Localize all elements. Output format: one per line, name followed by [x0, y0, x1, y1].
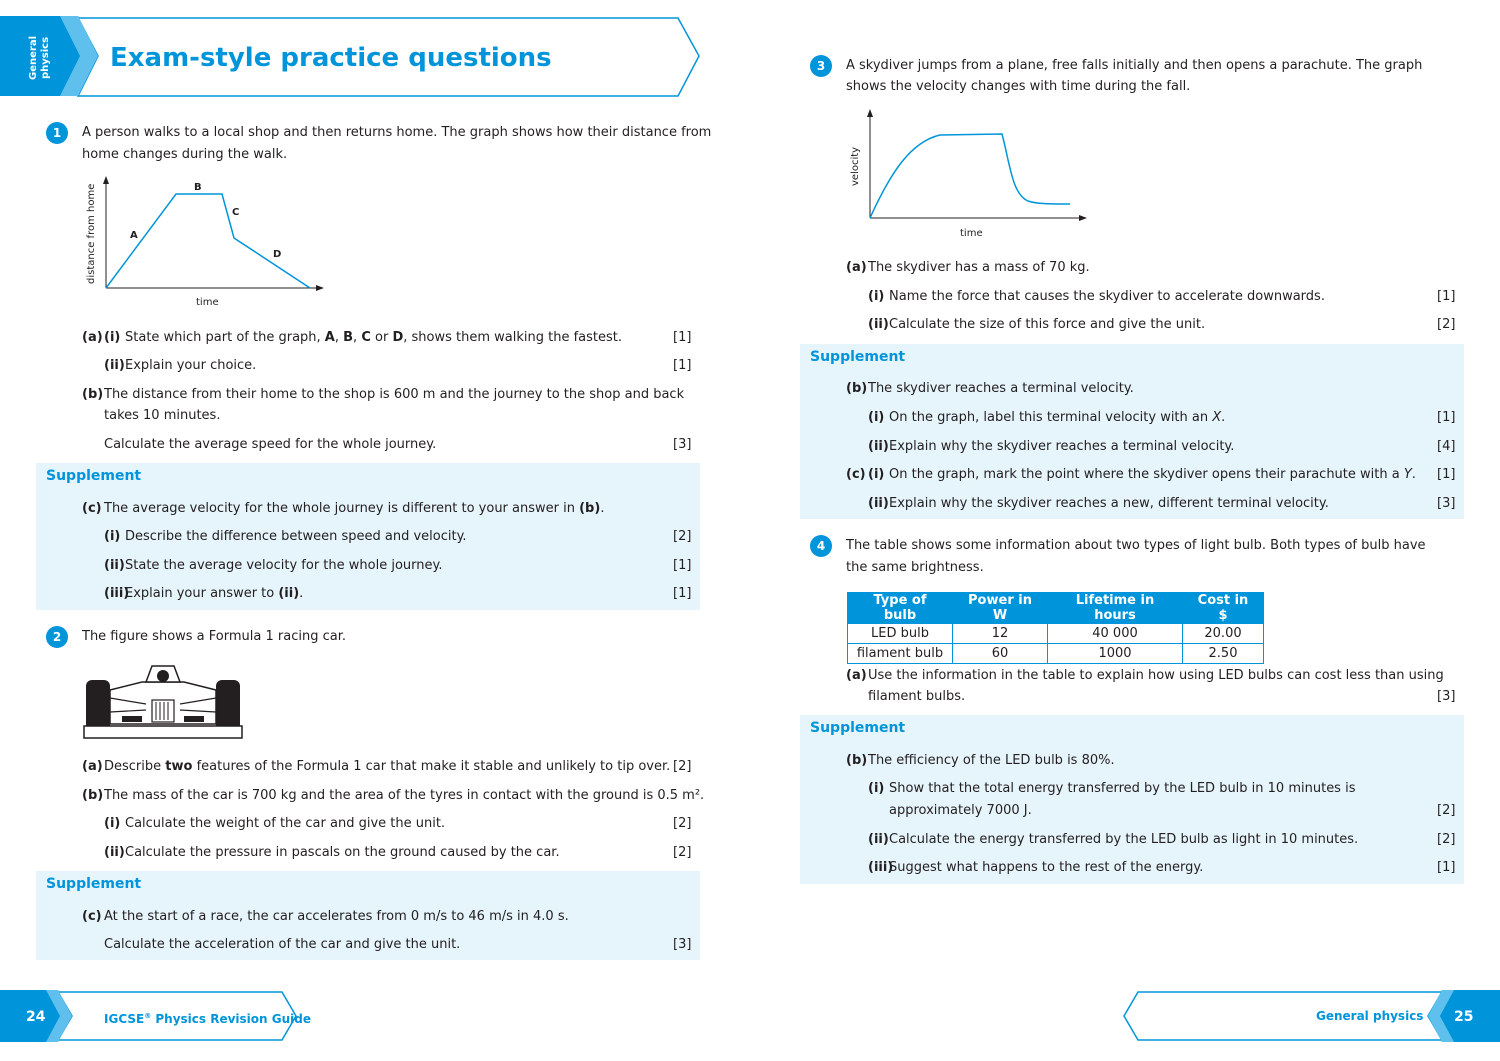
- q2-b-ii-text: Calculate the pressure in pascals on the ground caused by the car.: [125, 845, 560, 860]
- q3-a-i-label: (i): [868, 289, 885, 304]
- q1-c-text: The average velocity for the whole journey is different to your answer in (b).: [104, 501, 605, 516]
- q3-b-ii-mark: [4]: [1437, 439, 1456, 454]
- table-cell: 1000: [1048, 644, 1183, 664]
- q1-b-label: (b): [82, 387, 104, 402]
- q1-c-iii-mark: [1]: [673, 586, 692, 601]
- q4-b-i-line1: Show that the total energy transferred by the LED bulb in 10 minutes is: [889, 781, 1356, 796]
- q1-a-ii-text: Explain your choice.: [125, 358, 257, 373]
- table-cell: 40 000: [1048, 624, 1183, 644]
- q1-intro-line1: A person walks to a local shop and then returns home. The graph shows how their distance from: [82, 125, 712, 140]
- table-header-cell: Lifetime in hours: [1048, 593, 1183, 624]
- q1-a-i-label: (i): [104, 330, 121, 345]
- q4-a-line2: filament bulbs.: [868, 689, 966, 704]
- q4-b-i-line2: approximately 7000 J.: [889, 803, 1032, 818]
- q2-intro: The figure shows a Formula 1 racing car.: [82, 629, 346, 644]
- q3-xlabel: time: [960, 228, 983, 239]
- q2-b-label: (b): [82, 788, 104, 803]
- q3-b-i-label: (i): [868, 410, 885, 425]
- side-tab-label: [28, 36, 60, 80]
- table-header-row: [848, 593, 1264, 624]
- table-cell: 12: [953, 624, 1048, 644]
- q3-a-i-text: Name the force that causes the skydiver to accelerate downwards.: [889, 289, 1325, 304]
- q3-b-ii-label: (ii): [868, 439, 889, 454]
- q1-a-i-mark: [1]: [673, 330, 692, 345]
- q3-c-label: (c): [846, 467, 866, 482]
- question-2-number: 2: [46, 626, 68, 648]
- q4-a-label: (a): [846, 668, 867, 683]
- table-row: [848, 624, 1264, 644]
- q2-b-i-text: Calculate the weight of the car and give the unit.: [125, 816, 446, 831]
- q4-b-i-mark: [2]: [1437, 803, 1456, 818]
- q4-supplement-title: Supplement: [810, 720, 906, 736]
- q2-b-ii-label: (ii): [104, 845, 125, 860]
- footer-right-banner: [1120, 990, 1500, 1044]
- f1-car-image: [82, 660, 244, 742]
- q3-c-i-label: (i): [868, 467, 885, 482]
- q3-c-i-text: On the graph, mark the point where the skydiver opens their parachute with a Y.: [889, 467, 1416, 482]
- q2-b-text: The mass of the car is 700 kg and the area of the tyres in contact with the ground is 0.5 m².: [104, 788, 705, 803]
- q1-label-c: C: [232, 207, 240, 218]
- q4-b-ii-mark: [2]: [1437, 832, 1456, 847]
- q1-a-ii-label: (ii): [104, 358, 125, 373]
- q3-a-label: (a): [846, 260, 867, 275]
- q3-b-text: The skydiver reaches a terminal velocity.: [868, 381, 1134, 396]
- q1-b-line1: The distance from their home to the shop is 600 m and the journey to the shop and back: [104, 387, 685, 402]
- q3-ylabel: velocity: [850, 146, 861, 186]
- q4-b-iii-label: (iii): [868, 860, 894, 875]
- q3-a-text: The skydiver has a mass of 70 kg.: [868, 260, 1090, 275]
- q4-a-line1: Use the information in the table to explain how using LED bulbs can cost less than using: [868, 668, 1444, 683]
- left-page-number: 24: [26, 1009, 46, 1025]
- q2-b-i-label: (i): [104, 816, 121, 831]
- table-header-cell: Cost in $: [1183, 593, 1264, 624]
- table-cell: LED bulb: [848, 624, 953, 644]
- q4-intro-line1: The table shows some information about two types of light bulb. Both types of bulb have: [846, 538, 1426, 553]
- table-cell: 60: [953, 644, 1048, 664]
- q1-ylabel: distance from home: [86, 183, 97, 284]
- q1-distance-time-graph: [80, 172, 330, 312]
- q3-b-i-text: On the graph, label this terminal velocity with an X.: [889, 410, 1226, 425]
- q2-c-line1: At the start of a race, the car accelerates from 0 m/s to 46 m/s in 4.0 s.: [104, 909, 569, 924]
- q1-xlabel: time: [196, 297, 219, 308]
- q1-label-a: A: [130, 230, 138, 241]
- table-cell: filament bulb: [848, 644, 953, 664]
- side-tab-line2: physics: [40, 36, 51, 80]
- q3-b-label: (b): [846, 381, 868, 396]
- q1-c-ii-text: State the average velocity for the whole journey.: [125, 558, 443, 573]
- q1-a-label: (a): [82, 330, 103, 345]
- q3-a-i-mark: [1]: [1437, 289, 1456, 304]
- q2-b-i-mark: [2]: [673, 816, 692, 831]
- q1-b-line3: Calculate the average speed for the whole journey.: [104, 437, 437, 452]
- q3-intro-line1: A skydiver jumps from a plane, free falls initially and then opens a parachute. The graph: [846, 58, 1423, 73]
- q4-b-text: The efficiency of the LED bulb is 80%.: [868, 753, 1115, 768]
- q1-c-iii-label: (iii): [104, 586, 130, 601]
- question-1-number: 1: [46, 122, 68, 144]
- q4-b-label: (b): [846, 753, 868, 768]
- q3-c-i-mark: [1]: [1437, 467, 1456, 482]
- q3-b-i-mark: [1]: [1437, 410, 1456, 425]
- q3-supplement-title: Supplement: [810, 349, 906, 365]
- q2-supplement-title: Supplement: [46, 876, 142, 892]
- q3-intro-line2: shows the velocity changes with time during the fall.: [846, 79, 1191, 94]
- bulb-table: [847, 592, 1264, 664]
- q1-label-d: D: [273, 249, 282, 260]
- q3-c-ii-text: Explain why the skydiver reaches a new, different terminal velocity.: [889, 496, 1329, 511]
- left-footer-title: IGCSE® Physics Revision Guide: [104, 1012, 311, 1026]
- q1-a-ii-mark: [1]: [673, 358, 692, 373]
- q4-b-iii-mark: [1]: [1437, 860, 1456, 875]
- q4-b-ii-label: (ii): [868, 832, 889, 847]
- table-cell: 2.50: [1183, 644, 1264, 664]
- q1-b-line2: takes 10 minutes.: [104, 408, 221, 423]
- q4-intro-line2: the same brightness.: [846, 560, 984, 575]
- question-4-number: 4: [810, 535, 832, 557]
- q3-b-ii-text: Explain why the skydiver reaches a terminal velocity.: [889, 439, 1235, 454]
- q4-b-i-label: (i): [868, 781, 885, 796]
- q1-supplement-title: Supplement: [46, 468, 142, 484]
- q3-a-ii-mark: [2]: [1437, 317, 1456, 332]
- question-3-number: 3: [810, 55, 832, 77]
- page-title: Exam-style practice questions: [110, 43, 552, 73]
- q1-b-mark: [3]: [673, 437, 692, 452]
- q3-c-ii-mark: [3]: [1437, 496, 1456, 511]
- q1-intro-line2: home changes during the walk.: [82, 147, 288, 162]
- q2-c-line2: Calculate the acceleration of the car and give the unit.: [104, 937, 461, 952]
- q2-a-mark: [2]: [673, 759, 692, 774]
- q3-velocity-time-graph: [840, 104, 1092, 242]
- right-page-number: 25: [1454, 1009, 1474, 1025]
- q1-c-ii-mark: [1]: [673, 558, 692, 573]
- q1-c-label: (c): [82, 501, 102, 516]
- q4-a-mark: [3]: [1437, 689, 1456, 704]
- q2-a-text: Describe two features of the Formula 1 car that make it stable and unlikely to tip over.: [104, 759, 671, 774]
- q4-b-iii-text: Suggest what happens to the rest of the energy.: [889, 860, 1204, 875]
- right-footer-title: General physics: [1316, 1009, 1424, 1023]
- q2-c-mark: [3]: [673, 937, 692, 952]
- q3-a-ii-label: (ii): [868, 317, 889, 332]
- q2-a-label: (a): [82, 759, 103, 774]
- q1-c-ii-label: (ii): [104, 558, 125, 573]
- q1-c-i-text: Describe the difference between speed and velocity.: [125, 529, 467, 544]
- table-header-cell: Type of bulb: [848, 593, 953, 624]
- q1-label-b: B: [194, 182, 202, 193]
- q1-c-iii-text: Explain your answer to (ii).: [125, 586, 304, 601]
- table-row: [848, 644, 1264, 664]
- q1-c-i-mark: [2]: [673, 529, 692, 544]
- q3-c-ii-label: (ii): [868, 496, 889, 511]
- q3-a-ii-text: Calculate the size of this force and give the unit.: [889, 317, 1206, 332]
- q1-a-i-text: State which part of the graph, A, B, C or D, shows them walking the fastest.: [125, 330, 622, 345]
- q2-c-label: (c): [82, 909, 102, 924]
- q2-b-ii-mark: [2]: [673, 845, 692, 860]
- q1-c-i-label: (i): [104, 529, 121, 544]
- table-header-cell: Power in W: [953, 593, 1048, 624]
- table-cell: 20.00: [1183, 624, 1264, 644]
- q4-b-ii-text: Calculate the energy transferred by the LED bulb as light in 10 minutes.: [889, 832, 1359, 847]
- side-tab-line1: General: [28, 36, 39, 80]
